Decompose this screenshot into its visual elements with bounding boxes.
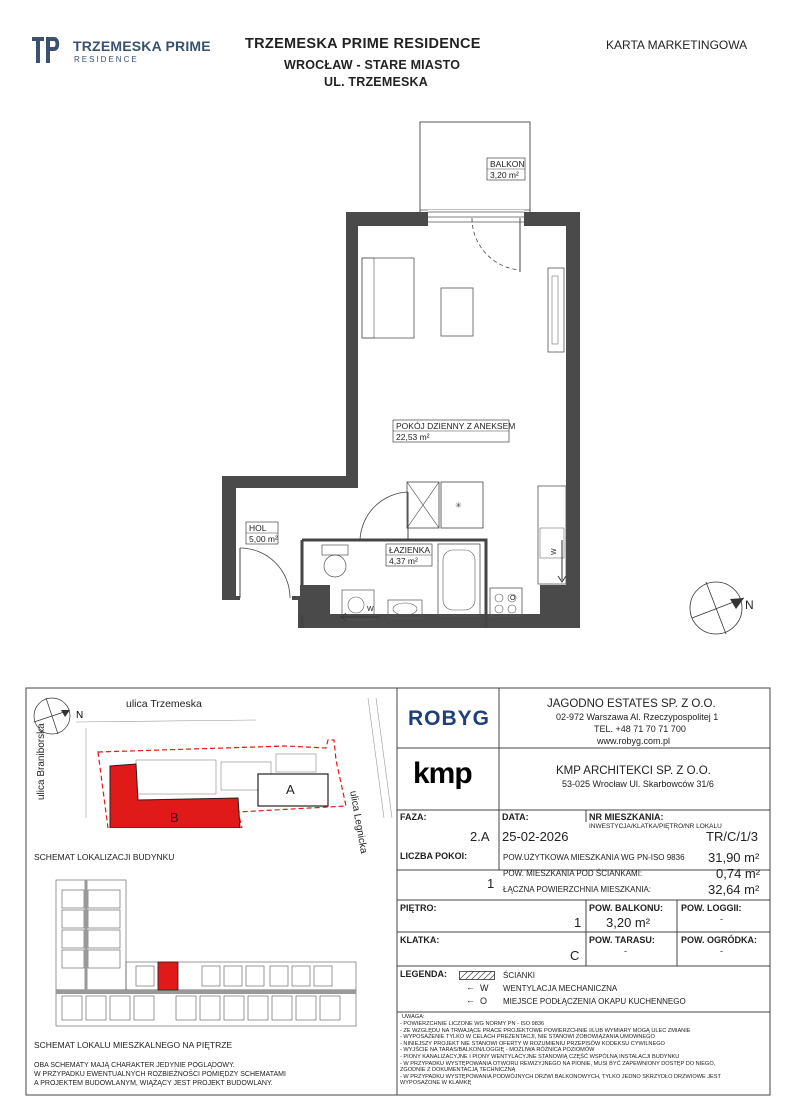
bathroom-name: ŁAZIENKA	[389, 545, 431, 555]
jagodno-tel: TEL. +48 71 70 71 700	[594, 724, 686, 734]
legend-label: LEGENDA:	[400, 969, 447, 979]
faza-value: 2.A	[470, 829, 490, 844]
rooms-label: LICZBA POKOI:	[400, 851, 468, 861]
legend-ventilation: WENTYLACJA MECHANICZNA	[503, 984, 618, 993]
rooms-value: 1	[487, 876, 495, 891]
building-b-label: B	[170, 810, 179, 825]
faza-label: FAZA:	[400, 812, 427, 822]
note-line: - W PRZYPADKU WYSTĘPOWANIA OTWORU REWIZYJNEGO NA PIONIE, MUSI BYĆ ZAPEWNIONY DOSTĘP DO NIEGO,	[400, 1060, 716, 1067]
balcony-name: BALKON	[490, 159, 525, 169]
unit-highlight	[158, 962, 178, 990]
jagodno-www: www.robyg.com.pl	[597, 736, 671, 746]
caption-location: SCHEMAT LOKALIZACJI BUDYNKU	[34, 852, 175, 862]
kmp-address: 53-025 Wrocław Ul. Skarbowców 31/6	[562, 779, 714, 789]
card-type: KARTA MARKETINGOWA	[606, 38, 748, 52]
street-braniborska: ulica Braniborska	[36, 723, 47, 800]
stair-value: C	[570, 948, 580, 963]
street-line: UL. TRZEMESKA	[324, 75, 428, 89]
note-line: ZGODNIE Z DOKUMENTACJĄ TECHNICZNĄ	[400, 1067, 516, 1074]
disclaimer-line2: W PRZYPADKU EWENTUALNYCH ROZBIEŻNOŚCI POMIĘDZY SCHEMATAMI	[34, 1071, 286, 1078]
disclaimer-line3: A PROJEKTEM BUDOWLANYM, WIĄŻĄCY JEST PROJEKT BUDOWLANY.	[34, 1080, 273, 1087]
note-line: - WYJŚCIE NA TARAS/BALKON/LOGGIĘ - MOŻLIWA RÓŻNICA POZIOMÓW	[400, 1047, 595, 1054]
north-label: N	[745, 598, 754, 612]
kmp-name: KMP ARCHITEKCI SP. Z O.O.	[556, 765, 711, 777]
nr-label: NR MIESZKANIA:	[589, 812, 664, 822]
living-room-name: POKÓJ DZIENNY Z ANEKSEM	[396, 421, 516, 431]
notes-title: UWAGA:	[402, 1014, 425, 1020]
note-line: - NINIEJSZY PROJEKT NIE STANOWI OFERTY W ROZUMIENIU PRZEPISÓW KODEKSU CYWILNEGO	[400, 1040, 665, 1047]
ventilation-mark: W	[367, 606, 374, 613]
site-location-schematic	[26, 688, 397, 828]
note-line: - W PRZYPADKU WYSTĘPOWANIA PODWÓJNYCH DRZWI BALKONOWYCH, TYLKO JEDNO SKRZYDŁO DRZWIOWE JEST	[400, 1073, 721, 1080]
logo-sub: RESIDENCE	[74, 55, 139, 64]
nr-sub: INWESTYCJA/KLATKA/PIĘTRO/NR LOKALU	[589, 823, 722, 830]
floor-value: 1	[574, 915, 582, 930]
legend-arrow-o-icon: ←	[466, 995, 475, 1005]
street-trzemeska: ulica Trzemeska	[126, 698, 202, 710]
area2-value: 0,74 m²	[716, 866, 761, 881]
notes-list	[400, 1021, 766, 1087]
area3-value: 32,64 m²	[708, 882, 760, 897]
living-room-area: 22,53 m²	[396, 432, 430, 442]
jagodno-address: 02-972 Warszawa Al. Rzeczypospolitej 1	[556, 712, 719, 722]
data-label: DATA:	[502, 812, 529, 822]
stair-label: KLATKA:	[400, 935, 440, 945]
floor-schematic	[26, 870, 397, 1030]
kmp-logo: kmp	[413, 757, 472, 790]
svg-text:✳: ✳	[455, 501, 462, 510]
legend-arrow-w-icon: ←	[466, 982, 475, 992]
garden-label: POW. OGRÓDKA:	[681, 935, 757, 945]
note-line: - PIONY KANALIZACYJNE I PIONY WENTYLACYJNE STANOWIĄ CZĘŚĆ WSPÓLNĄ INSTALACJI BUDYNKU	[400, 1053, 680, 1060]
legend-w-mark: W	[480, 983, 489, 993]
legend-o-mark: O	[480, 996, 488, 1006]
street-legnicka: ulica Legnicka	[347, 790, 370, 855]
logo-name: TRZEMESKA PRIME	[73, 38, 211, 54]
svg-text:W: W	[551, 548, 558, 555]
robyg-logo: ROBYG	[408, 707, 491, 730]
hall-area: 5,00 m²	[249, 534, 278, 544]
loggia-value: -	[720, 914, 723, 924]
floor-label: PIĘTRO:	[400, 903, 437, 913]
page-title: TRZEMESKA PRIME RESIDENCE	[245, 36, 481, 52]
note-line: WYPOSAŻONE W KLAMKĘ	[400, 1080, 472, 1087]
balcony-label: POW. BALKONU:	[589, 903, 663, 913]
jagodno-name: JAGODNO ESTATES SP. Z O.O.	[547, 698, 716, 710]
area3-label: ŁĄCZNA POWIERZCHNIA MIESZKANIA:	[503, 885, 652, 894]
garden-value: -	[720, 946, 723, 956]
area1-label: POW.UŻYTKOWA MIESZKANIA WG PN-ISO 9836	[503, 853, 685, 862]
data-value: 25-02-2026	[502, 829, 569, 844]
hatch-swatch-icon	[459, 971, 495, 980]
note-line: - WYPOSAŻENIE TYLKO W CELACH PREZENTACJI, NIE STANOWI ZOBOWIĄZANIA UMOWNEGO	[400, 1034, 655, 1041]
note-line: - ZE WZGLĘDU NA TRWAJĄCE PRACE PROJEKTOWE POWIERZCHNIE I/LUB WYMIARY MOGĄ ULEC ZMIANIE	[400, 1027, 691, 1034]
loggia-label: POW. LOGGII:	[681, 903, 742, 913]
bathroom-area: 4,37 m²	[389, 556, 418, 566]
hall-name: HOL	[249, 523, 267, 533]
nr-value: TR/C/1/3	[706, 829, 759, 844]
caption-floor: SCHEMAT LOKALU MIESZKALNEGO NA PIĘTRZE	[34, 1040, 233, 1050]
hood-mark: O	[510, 595, 516, 602]
area2-label: POW. MIESZKANIA POD ŚCIANKAMI:	[503, 869, 643, 878]
building-a-label: A	[286, 782, 295, 797]
location-line: WROCŁAW - STARE MIASTO	[284, 58, 461, 72]
legend-hood: MIEJSCE PODŁĄCZENIA OKAPU KUCHENNEGO	[503, 997, 686, 1006]
disclaimer-line1: OBA SCHEMATY MAJĄ CHARAKTER JEDYNIE POGLĄDOWY.	[34, 1062, 235, 1069]
note-line: - POWIERZCHNIE LICZONE WG NORMY PN - ISO 9836	[400, 1021, 545, 1027]
balcony-value: 3,20 m²	[606, 915, 651, 930]
balcony-area: 3,20 m²	[490, 170, 519, 180]
legend-walls: ŚCIANKI	[503, 971, 536, 980]
terrace-label: POW. TARASU:	[589, 935, 655, 945]
area1-value: 31,90 m²	[708, 850, 760, 865]
terrace-value: -	[624, 946, 627, 956]
svg-text:N: N	[76, 710, 84, 721]
